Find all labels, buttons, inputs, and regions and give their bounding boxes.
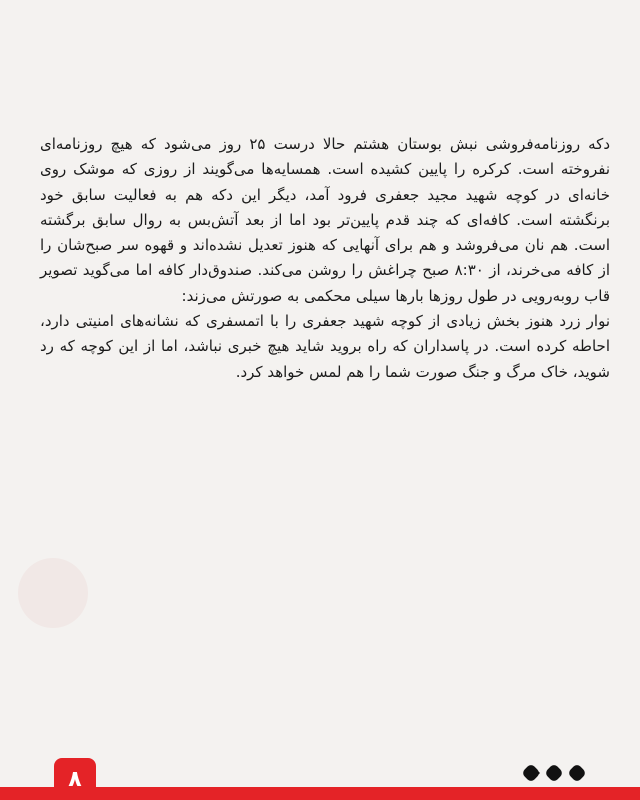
three-dots-logo-icon (520, 764, 592, 782)
article-paragraph-1: دکه روزنامه‌فروشی نبش بوستان هشتم حالا درست ۲۵ روز می‌شود که هیچ روزنامه‌ای نفروخته است. کرکره را پایین کشیده است. همسایه‌ها می‌گویند از روزی که موشک روی خانه‌ای در کوچه شهید مجید جعفری فرود آمد، دیگر این دکه هم به فعالیت سابق خود برنگشته است. کافه‌ای که چند قدم پایین‌تر بود اما از بعد آتش‌بس به روال سابق برگشته است. هم نان می‌فروشد و هم برای آنهایی که هنوز تعدیل نشده‌اند و قهوه سر صبح‌شان را از کافه می‌خرند، از ۸:۳۰ صبح چراغش را روشن می‌کند. صندوق‌دار کافه اما می‌گوید تصویر قاب روبه‌رویی در طول روزها بارها سیلی محکمی به صورتش می‌زند: (40, 135, 610, 305)
page-number-badge (54, 758, 96, 800)
page-number: ۸ (68, 766, 82, 792)
article-body (40, 132, 610, 385)
footer-accent-bar (0, 787, 640, 800)
article-paragraph-2: نوار زرد هنوز بخش زیادی از کوچه شهید جعفری را با اتمسفری که نشانه‌های امنیتی دارد، احاطه کرده است. در پاسداران که راه بروید شاید هیچ خبری نباشد، اما از این کوچه که رد شوید، خاک مرگ و جنگ صورت شما را هم لمس خواهد کرد. (40, 312, 610, 381)
background-watermark-icon (18, 558, 88, 628)
